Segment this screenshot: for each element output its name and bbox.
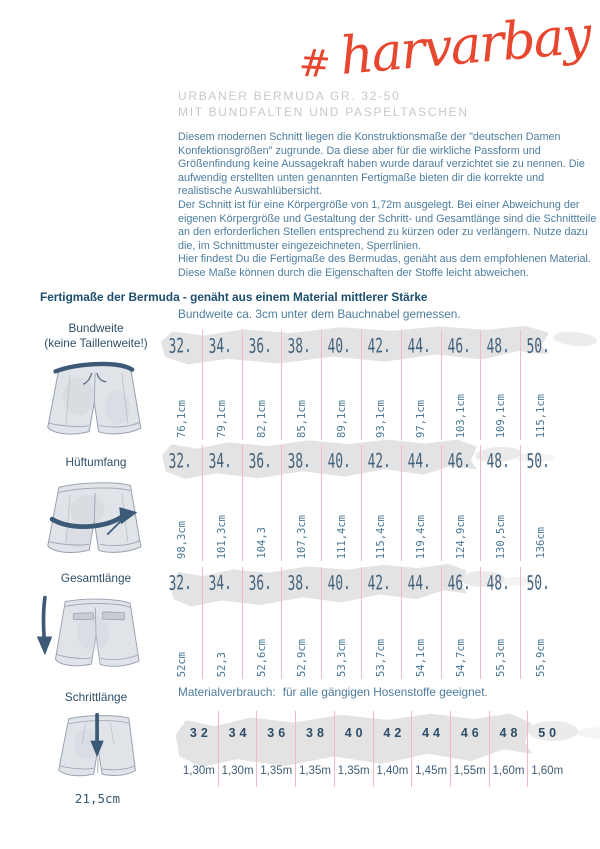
table-column [362,567,402,679]
measurement-value: 124,9cm [454,514,467,559]
measurement-value: 136cm [534,527,547,559]
size-label: 42. [367,332,391,358]
bundweite-label: Bundweite [68,321,124,335]
material-usage-table [180,711,566,787]
size-label: 42. [367,569,391,595]
material-column [219,711,258,787]
table-column [243,567,283,679]
measurement-value: 79,1cm [216,400,229,438]
table-column [481,567,521,679]
size-label: 48. [486,447,511,473]
size-label: 46. [446,447,471,473]
hueftumfang-table [163,445,560,561]
material-usage-note: für alle gängigen Hosenstoffe geeignet. [282,685,488,699]
material-size-label: 32 [189,726,212,740]
size-label: 36. [247,569,272,595]
shorts-hip-illustration [40,471,152,563]
material-size-label: 46 [460,726,483,740]
size-label: 46. [446,569,471,595]
brand-logo [296,5,593,87]
size-label: 42. [367,447,391,473]
table-column [203,567,243,679]
measurement-value: 52,9cm [295,639,308,677]
material-value: 1,55m [453,765,486,777]
table-column [282,567,322,679]
material-value: 1,60m [531,765,564,777]
size-label: 34. [208,569,232,595]
material-column [412,711,451,787]
measurement-value: 107,3cm [295,514,308,559]
row-label-hueftumfang: Hüftumfang [65,455,127,469]
intro-paragraph: Der Schnitt ist für eine Körpergröße von 1,72m ausgelegt. Bei einer Abweichung der eigenen Körpergröße und Gestaltung der Schritt- und Gesamtlänge sind die Schnittteile an den erforderlichen Stellen entsprechend zu kürzen oder zu verlängern. Nutze dazu die, im Schnittmuster eingezeichneten, Sperrlinien. [178,198,597,252]
table-column [282,330,322,440]
row-label-bundweite [18,321,174,351]
measurement-value: 52,6cm [255,639,268,677]
material-size-label: 42 [383,726,406,740]
intro-paragraph: Hier findest Du die Fertigmaße des Bermudas, genäht aus dem empfohlenen Material. Diese Maße können durch die Eigenschaften der Stoffe leicht abweichen. [178,253,591,279]
brush-splatter [576,727,600,739]
measurement-value: 85,1cm [295,400,308,438]
finished-measurements-heading: Fertigmaße der Bermuda - genäht aus einem Material mittlerer Stärke [40,290,428,304]
measurement-value: 53,3cm [335,639,348,677]
table-column [481,330,521,440]
length-arrow [44,598,45,639]
measurement-value: 82,1cm [255,400,268,438]
measurement-value: 54,1cm [415,639,428,677]
measurement-value: 52cm [176,651,189,677]
table-column [402,330,442,440]
measurement-value: 115,4cm [375,514,388,559]
measurement-value: 130,5cm [494,514,507,559]
row-label-gesamtlaenge: Gesamtlänge [60,571,132,585]
size-label: 40. [327,332,352,358]
size-label: 48. [486,332,511,358]
material-size-label: 50 [538,726,561,740]
material-value: 1,60m [492,765,525,777]
schrittlaenge-value: 21,5cm [74,791,121,806]
measurement-value: 53,7cm [375,639,388,677]
measurement-value: 111,4cm [335,514,348,559]
size-label: 48. [486,569,511,595]
measurement-value: 93,1cm [375,400,388,438]
material-size-label: 48 [499,726,522,740]
measurement-value: 98,3cm [176,521,189,559]
intro-paragraph: Diesem modernen Schnitt liegen die Konstruktionsmaße der "deutschen Damen Konfektionsgrößen" zugrunde. Da diese aber für die wirkliche Passform und Größenfindung keine Aussagekraft haben wurde darauf verzichtet sie zu nennen. Die aufwendig erstellten unten genannten Fertigmaße bieten dir die korrekte und realistische Auswahlübersicht. [178,131,585,198]
size-label: 44. [407,569,431,595]
material-column [528,711,566,787]
bundweite-table [163,330,560,440]
size-label: 34. [208,332,232,358]
table-column [402,445,442,561]
measurement-value: 119,4cm [415,514,428,559]
table-column [322,330,362,440]
page-title-line2: MIT BUNDFALTEN UND PASPELTASCHEN [178,105,469,119]
table-column [163,567,203,679]
back-pocket-right [102,612,124,620]
measurement-value: 54,7cm [454,639,467,677]
size-label: 36. [247,447,272,473]
brand-logo-text: harvarbay [337,5,593,87]
material-size-label: 44 [422,726,445,740]
table-column [442,330,482,440]
size-label: 34. [208,447,232,473]
gesamtlaenge-table [163,567,560,679]
row-label-schrittlaenge: Schrittlänge [64,690,128,704]
measurement-value: 52,3 [216,651,229,677]
material-value: 1,45m [415,765,448,777]
size-label: 40. [327,569,352,595]
length-arrowhead [37,637,52,656]
table-column [481,445,521,561]
table-column [243,330,283,440]
measurement-value: 89,1cm [335,400,348,438]
page-title-line1: URBANER BERMUDA GR. 32-50 [178,89,401,103]
table-column [163,445,203,561]
size-label: 32. [168,569,192,595]
size-label: 44. [407,332,431,358]
table-column [442,567,482,679]
size-label: 36. [247,332,272,358]
measurement-value: 55,3cm [494,639,507,677]
shorts-inseam-illustration [52,705,148,787]
material-value: 1,35m [337,765,370,777]
material-value: 1,30m [182,765,215,777]
table-column [203,445,243,561]
material-value: 1,40m [376,765,409,777]
shorts-back-length-illustration [36,585,148,680]
material-column [180,711,219,787]
material-value: 1,30m [221,765,254,777]
size-label: 50. [526,447,551,473]
shorts-waistband-illustration [40,352,152,445]
table-column [362,330,402,440]
material-column [257,711,296,787]
material-size-label: 38 [306,726,328,740]
size-label: 44. [407,447,431,473]
size-label: 38. [287,332,312,358]
table-column [521,330,560,440]
size-label: 40. [327,447,352,473]
table-column [243,445,283,561]
material-column [451,711,490,787]
material-column [296,711,335,787]
table-column [203,330,243,440]
material-usage-label: Materialverbrauch: [178,685,276,699]
table-column [322,567,362,679]
measurement-value: 55,9cm [534,639,547,677]
material-value: 1,35m [298,765,331,777]
table-column [521,567,560,679]
size-label: 32. [168,332,192,358]
table-column [402,567,442,679]
material-column [335,711,374,787]
table-column [163,330,203,440]
table-column [362,445,402,561]
material-value: 1,35m [260,765,293,777]
size-label: 38. [287,569,312,595]
size-label: 38. [287,447,312,473]
measurement-value: 104,3 [255,527,268,559]
material-column [374,711,413,787]
size-label: 46. [446,332,471,358]
material-usage-heading [178,685,488,699]
measurement-value: 76,1cm [176,400,189,438]
table-column [322,445,362,561]
material-size-label: 36 [267,726,290,740]
table-column [521,445,560,561]
waist-measure-note: Bundweite ca. 3cm unter dem Bauchnabel gemessen. [178,307,461,321]
intro-text [178,131,599,281]
size-label: 50. [526,569,551,595]
back-pocket-left [73,613,94,620]
page-title [178,88,469,120]
measurement-value: 103,1cm [454,393,467,438]
table-column [442,445,482,561]
bundweite-note: (keine Taillenweite!) [44,336,148,350]
hashtag-icon: # [297,40,330,87]
measurement-value: 101,3cm [216,514,229,559]
measurement-value: 109,1cm [494,393,507,438]
size-label: 50. [526,332,551,358]
size-label: 32. [168,447,192,473]
measurement-value: 97,1cm [415,400,428,438]
table-column [282,445,322,561]
material-size-label: 40 [344,726,367,740]
measurement-value: 115,1cm [534,393,547,438]
material-size-label: 34 [228,726,251,740]
material-column [490,711,529,787]
